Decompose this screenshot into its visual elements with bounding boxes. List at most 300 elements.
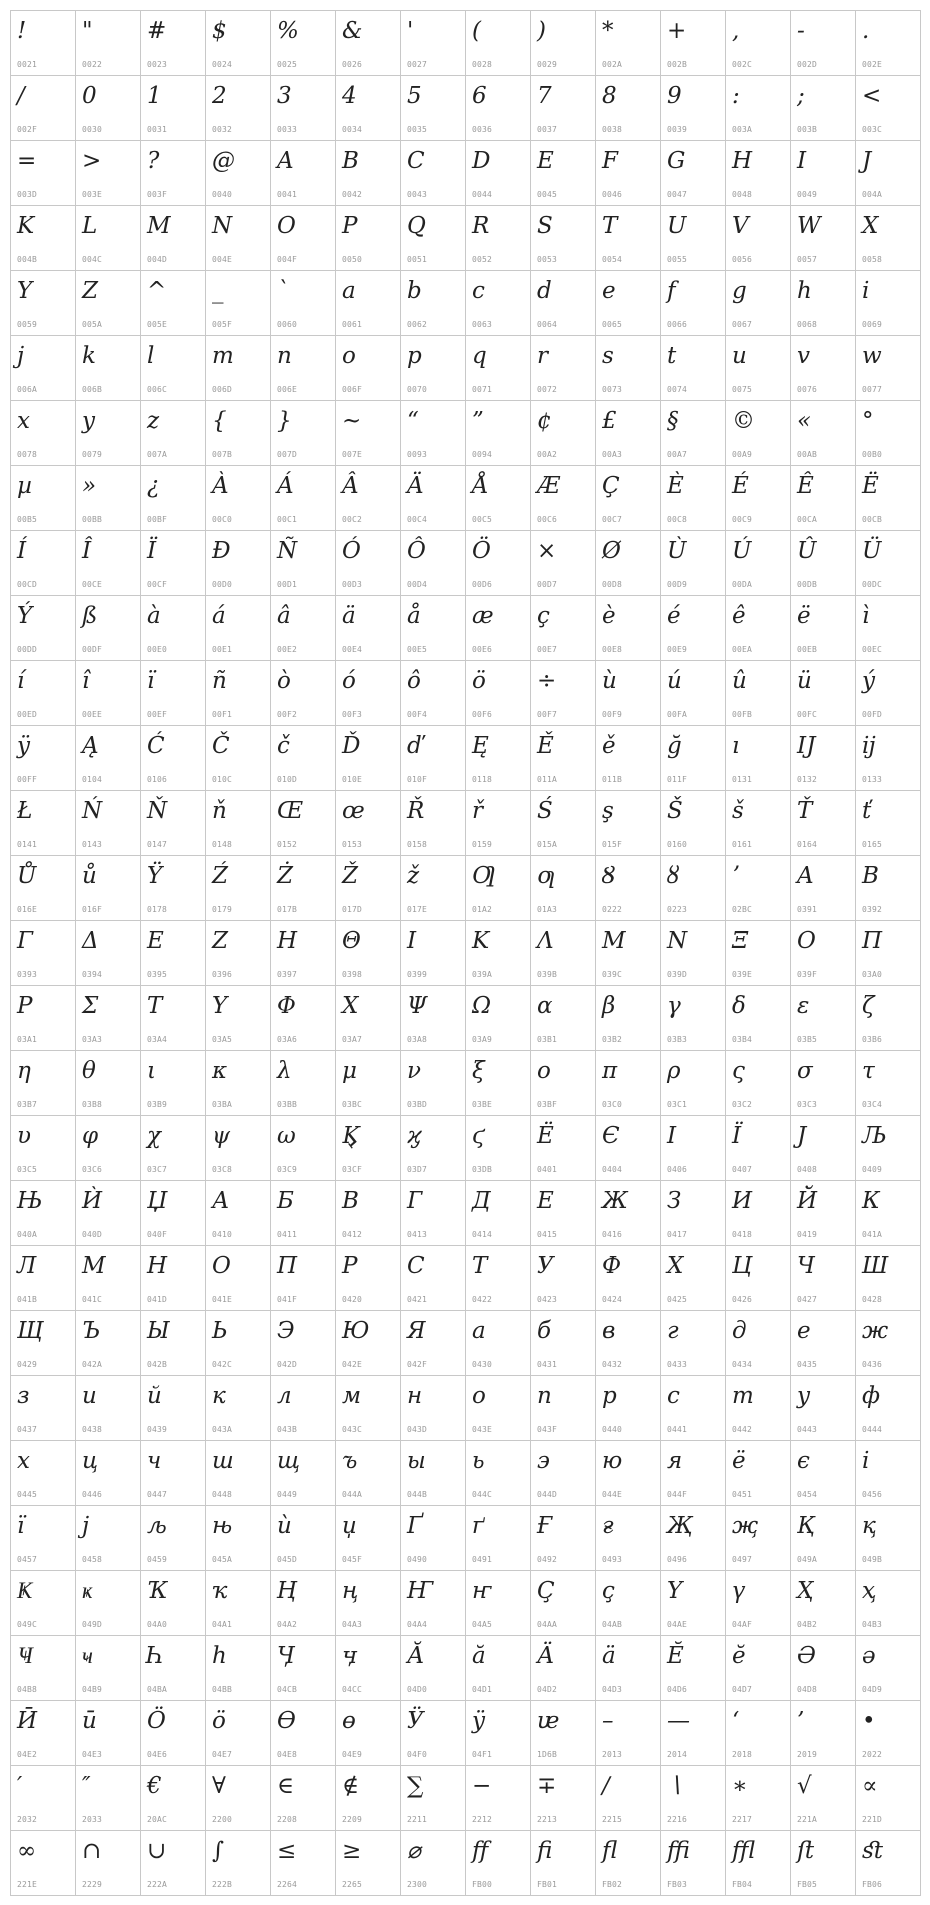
glyph-codepoint: 04E9	[342, 1750, 363, 1759]
glyph-character: ù	[602, 668, 617, 694]
glyph-character: ‘	[732, 1708, 740, 1734]
glyph-codepoint: 040A	[17, 1230, 38, 1239]
glyph-codepoint: 00ED	[17, 710, 38, 719]
glyph-codepoint: 042E	[342, 1360, 363, 1369]
glyph-codepoint: 0106	[147, 775, 168, 784]
glyph-codepoint: 0458	[82, 1555, 103, 1564]
glyph-cell	[661, 1311, 726, 1376]
glyph-codepoint: 04A2	[277, 1620, 298, 1629]
glyph-character: ∕	[602, 1773, 610, 1799]
glyph-codepoint: 04B9	[82, 1685, 103, 1694]
glyph-codepoint: 00DA	[732, 580, 753, 589]
glyph-character: Ӓ	[537, 1643, 555, 1669]
glyph-character: V	[732, 213, 749, 239]
glyph-cell	[661, 856, 726, 921]
glyph-codepoint: 0423	[537, 1295, 558, 1304]
glyph-character: У	[537, 1253, 554, 1279]
glyph-cell	[401, 466, 466, 531]
glyph-codepoint: 003D	[17, 190, 38, 199]
glyph-character: /	[17, 83, 25, 109]
glyph-character: "	[82, 18, 93, 44]
glyph-cell	[661, 1766, 726, 1831]
glyph-character: 1	[147, 83, 162, 109]
glyph-character: ι	[147, 1058, 157, 1084]
glyph-codepoint: 0392	[862, 905, 883, 914]
glyph-codepoint: 0074	[667, 385, 688, 394]
glyph-character: 3	[277, 83, 292, 109]
glyph-codepoint: 011F	[667, 775, 688, 784]
glyph-codepoint: 00E9	[667, 645, 688, 654]
glyph-codepoint: 2014	[667, 1750, 688, 1759]
glyph-cell	[791, 1766, 856, 1831]
glyph-cell	[791, 1831, 856, 1896]
glyph-character: Р	[342, 1253, 358, 1279]
glyph-codepoint: 04E7	[212, 1750, 233, 1759]
glyph-character: Π	[862, 928, 883, 954]
glyph-codepoint: 03A9	[472, 1035, 493, 1044]
glyph-codepoint: 0416	[602, 1230, 623, 1239]
glyph-codepoint: 0222	[602, 905, 623, 914]
glyph-character: ş	[602, 798, 614, 824]
glyph-character: ⌀	[407, 1838, 421, 1864]
glyph-cell	[76, 141, 141, 206]
glyph-character: Й	[797, 1188, 818, 1214]
glyph-codepoint: 0404	[602, 1165, 623, 1174]
glyph-codepoint: 04AB	[602, 1620, 623, 1629]
glyph-codepoint: 0104	[82, 775, 103, 784]
glyph-cell	[271, 206, 336, 271]
glyph-character: ů	[82, 863, 97, 889]
glyph-cell	[206, 1116, 271, 1181]
glyph-codepoint: 00C8	[667, 515, 688, 524]
glyph-cell	[596, 921, 661, 986]
glyph-character: ӑ	[472, 1643, 486, 1669]
glyph-character: k	[82, 343, 96, 369]
glyph-cell	[856, 986, 921, 1051]
glyph-cell	[726, 1181, 791, 1246]
glyph-cell	[726, 141, 791, 206]
glyph-character: »	[82, 473, 97, 499]
glyph-character: Џ	[147, 1188, 168, 1214]
glyph-codepoint: 00D6	[472, 580, 493, 589]
glyph-character: -	[797, 18, 805, 44]
glyph-character: Ғ	[537, 1513, 553, 1539]
glyph-cell	[466, 1311, 531, 1376]
glyph-character: ě	[602, 733, 616, 759]
glyph-cell	[206, 1051, 271, 1116]
glyph-cell	[206, 1181, 271, 1246]
glyph-codepoint: 0429	[17, 1360, 38, 1369]
glyph-character: Ú	[732, 538, 752, 564]
glyph-character: á	[212, 603, 226, 629]
glyph-character: .	[862, 18, 870, 44]
glyph-cell	[141, 1116, 206, 1181]
glyph-cell	[271, 1506, 336, 1571]
glyph-codepoint: 00C5	[472, 515, 493, 524]
glyph-character: l	[147, 343, 155, 369]
glyph-cell	[531, 11, 596, 76]
glyph-character: ň	[212, 798, 227, 824]
glyph-codepoint: 04B3	[862, 1620, 883, 1629]
glyph-codepoint: 2265	[342, 1880, 363, 1889]
glyph-codepoint: 0427	[797, 1295, 818, 1304]
glyph-character: з	[17, 1383, 30, 1409]
glyph-codepoint: 003F	[147, 190, 168, 199]
glyph-codepoint: 0165	[862, 840, 883, 849]
glyph-codepoint: 04D2	[537, 1685, 558, 1694]
glyph-character: Ń	[82, 798, 103, 824]
glyph-codepoint: 0418	[732, 1230, 753, 1239]
glyph-cell	[11, 661, 76, 726]
glyph-codepoint: 0093	[407, 450, 428, 459]
glyph-codepoint: 041C	[82, 1295, 103, 1304]
glyph-codepoint: 0057	[797, 255, 818, 264]
glyph-character: '	[407, 18, 414, 44]
glyph-character: Ӧ	[147, 1708, 166, 1734]
glyph-cell	[791, 531, 856, 596]
glyph-character: Ӌ	[277, 1643, 295, 1669]
glyph-codepoint: 00E6	[472, 645, 493, 654]
glyph-cell	[661, 1246, 726, 1311]
glyph-character: и	[82, 1383, 97, 1409]
glyph-codepoint: FB05	[797, 1880, 818, 1889]
glyph-cell	[271, 726, 336, 791]
glyph-cell	[726, 271, 791, 336]
glyph-codepoint: 0408	[797, 1165, 818, 1174]
glyph-codepoint: 03A6	[277, 1035, 298, 1044]
glyph-codepoint: 00A7	[667, 450, 688, 459]
glyph-character: ш	[212, 1448, 234, 1474]
glyph-codepoint: 2200	[212, 1815, 233, 1824]
glyph-codepoint: 0061	[342, 320, 363, 329]
glyph-character: џ	[342, 1513, 357, 1539]
glyph-cell	[791, 1701, 856, 1766]
glyph-character: З	[667, 1188, 682, 1214]
glyph-cell	[76, 1181, 141, 1246]
glyph-character: Х	[667, 1253, 684, 1279]
glyph-cell	[531, 206, 596, 271]
glyph-character: r	[537, 343, 548, 369]
glyph-codepoint: 0420	[342, 1295, 363, 1304]
glyph-codepoint: 0049	[797, 190, 818, 199]
glyph-character: Э	[277, 1318, 295, 1344]
glyph-cell	[271, 401, 336, 466]
glyph-character: Һ	[147, 1643, 165, 1669]
glyph-codepoint: 0439	[147, 1425, 168, 1434]
glyph-character: Θ	[342, 928, 361, 954]
glyph-character: $	[212, 18, 227, 44]
glyph-character: μ	[342, 1058, 357, 1084]
glyph-character: ∪	[147, 1838, 167, 1864]
glyph-character: н	[407, 1383, 423, 1409]
glyph-codepoint: 03BC	[342, 1100, 363, 1109]
glyph-cell	[141, 531, 206, 596]
glyph-codepoint: 03A1	[17, 1035, 38, 1044]
glyph-codepoint: 00F4	[407, 710, 428, 719]
glyph-cell	[726, 401, 791, 466]
glyph-character: Т	[472, 1253, 488, 1279]
glyph-codepoint: 049B	[862, 1555, 883, 1564]
glyph-character: ﬁ	[537, 1838, 553, 1864]
glyph-codepoint: 0443	[797, 1425, 818, 1434]
glyph-character: ϗ	[407, 1123, 422, 1149]
glyph-cell	[791, 1636, 856, 1701]
glyph-cell	[206, 1506, 271, 1571]
glyph-character: В	[342, 1188, 359, 1214]
glyph-codepoint: 2209	[342, 1815, 363, 1824]
glyph-cell	[206, 1701, 271, 1766]
glyph-codepoint: 221E	[17, 1880, 38, 1889]
glyph-character: Œ	[277, 798, 304, 824]
glyph-character: Æ	[537, 473, 561, 499]
glyph-cell	[401, 271, 466, 336]
glyph-cell	[726, 1571, 791, 1636]
glyph-cell	[791, 856, 856, 921]
glyph-character: (	[472, 18, 481, 44]
glyph-cell	[856, 1116, 921, 1181]
glyph-codepoint: 03BE	[472, 1100, 493, 1109]
glyph-character: к	[212, 1383, 226, 1409]
glyph-codepoint: 0158	[407, 840, 428, 849]
glyph-character: Ν	[667, 928, 688, 954]
glyph-character: δ	[732, 993, 746, 1019]
glyph-character: =	[17, 148, 37, 174]
glyph-cell	[531, 1311, 596, 1376]
glyph-codepoint: 00F7	[537, 710, 558, 719]
glyph-cell	[76, 856, 141, 921]
glyph-codepoint: 006D	[212, 385, 233, 394]
glyph-character: ε	[797, 993, 810, 1019]
glyph-cell	[141, 1181, 206, 1246]
glyph-codepoint: 04E3	[82, 1750, 103, 1759]
glyph-codepoint: 00D1	[277, 580, 298, 589]
glyph-cell	[791, 1506, 856, 1571]
glyph-cell	[206, 661, 271, 726]
glyph-character: ä	[342, 603, 356, 629]
glyph-codepoint: 011A	[537, 775, 558, 784]
glyph-character: ғ	[602, 1513, 614, 1539]
glyph-cell	[661, 1506, 726, 1571]
glyph-codepoint: 0035	[407, 125, 428, 134]
glyph-character: ο	[537, 1058, 551, 1084]
glyph-codepoint: 03B8	[82, 1100, 103, 1109]
glyph-character: u	[732, 343, 747, 369]
glyph-character: ≥	[342, 1838, 362, 1864]
glyph-codepoint: 0451	[732, 1490, 753, 1499]
glyph-cell	[271, 11, 336, 76]
glyph-codepoint: 0046	[602, 190, 623, 199]
glyph-cell	[401, 856, 466, 921]
glyph-character: Ҳ	[797, 1578, 814, 1604]
glyph-cell	[726, 1051, 791, 1116]
glyph-codepoint: 00EE	[82, 710, 103, 719]
glyph-cell	[76, 401, 141, 466]
glyph-cell	[596, 336, 661, 401]
glyph-codepoint: 20AC	[147, 1815, 168, 1824]
glyph-character: Ы	[147, 1318, 170, 1344]
glyph-cell	[596, 1181, 661, 1246]
glyph-cell	[336, 1571, 401, 1636]
glyph-codepoint: 0024	[212, 60, 233, 69]
glyph-codepoint: 0407	[732, 1165, 753, 1174]
glyph-cell	[531, 336, 596, 401]
glyph-codepoint: 2217	[732, 1815, 753, 1824]
glyph-codepoint: 042D	[277, 1360, 298, 1369]
glyph-codepoint: 2032	[17, 1815, 38, 1824]
glyph-cell	[401, 1766, 466, 1831]
glyph-cell	[11, 1506, 76, 1571]
glyph-cell	[76, 1441, 141, 1506]
glyph-codepoint: 044E	[602, 1490, 623, 1499]
glyph-codepoint: 2019	[797, 1750, 818, 1759]
glyph-character: U	[667, 213, 687, 239]
glyph-codepoint: 0164	[797, 840, 818, 849]
glyph-cell	[791, 596, 856, 661]
glyph-cell	[791, 1181, 856, 1246]
glyph-codepoint: 0428	[862, 1295, 883, 1304]
glyph-codepoint: 00DD	[17, 645, 38, 654]
glyph-cell	[141, 271, 206, 336]
glyph-codepoint: 00E5	[407, 645, 428, 654]
glyph-character: И	[732, 1188, 753, 1214]
glyph-cell	[11, 791, 76, 856]
glyph-codepoint: 03BA	[212, 1100, 233, 1109]
glyph-cell	[596, 1376, 661, 1441]
glyph-cell	[11, 1636, 76, 1701]
glyph-cell	[206, 856, 271, 921]
glyph-character: I	[797, 148, 807, 174]
glyph-cell	[141, 206, 206, 271]
glyph-cell	[271, 76, 336, 141]
glyph-cell	[661, 791, 726, 856]
glyph-cell	[596, 726, 661, 791]
glyph-codepoint: 0039	[667, 125, 688, 134]
glyph-cell	[271, 1051, 336, 1116]
glyph-codepoint: 0043	[407, 190, 428, 199]
glyph-codepoint: 0054	[602, 255, 623, 264]
glyph-codepoint: 041E	[212, 1295, 233, 1304]
glyph-character: B	[342, 148, 359, 174]
glyph-codepoint: 2013	[602, 1750, 623, 1759]
glyph-codepoint: 0040	[212, 190, 233, 199]
glyph-character: «	[797, 408, 812, 434]
glyph-character: љ	[147, 1513, 167, 1539]
glyph-codepoint: 0077	[862, 385, 883, 394]
glyph-character: м	[342, 1383, 362, 1409]
glyph-character: ť	[862, 798, 872, 824]
glyph-cell	[76, 1831, 141, 1896]
glyph-codepoint: 005F	[212, 320, 233, 329]
glyph-character: •	[862, 1708, 876, 1734]
glyph-character: À	[212, 473, 229, 499]
glyph-character: Б	[277, 1188, 294, 1214]
glyph-character: Ӗ	[667, 1643, 684, 1669]
glyph-cell	[336, 1831, 401, 1896]
glyph-character: ï	[147, 668, 155, 694]
glyph-character: Ц	[732, 1253, 753, 1279]
glyph-cell	[856, 856, 921, 921]
glyph-character: Σ	[82, 993, 99, 1019]
glyph-character: Χ	[342, 993, 359, 1019]
glyph-cell	[401, 1051, 466, 1116]
glyph-codepoint: 0143	[82, 840, 103, 849]
glyph-codepoint: 00E8	[602, 645, 623, 654]
glyph-codepoint: 03B7	[17, 1100, 38, 1109]
glyph-cell	[791, 1116, 856, 1181]
glyph-codepoint: 04F1	[472, 1750, 493, 1759]
glyph-codepoint: 0490	[407, 1555, 428, 1564]
glyph-cell	[206, 986, 271, 1051]
glyph-codepoint: 00CA	[797, 515, 818, 524]
glyph-character: ú	[667, 668, 682, 694]
glyph-character: E	[537, 148, 554, 174]
glyph-cell	[531, 1116, 596, 1181]
glyph-codepoint: 00AB	[797, 450, 818, 459]
glyph-character: č	[277, 733, 290, 759]
glyph-character: β	[602, 993, 616, 1019]
glyph-character: ӧ	[212, 1708, 226, 1734]
glyph-character: ц	[82, 1448, 99, 1474]
glyph-cell	[661, 401, 726, 466]
glyph-character: б	[537, 1318, 552, 1344]
glyph-cell	[76, 76, 141, 141]
glyph-character: ı	[732, 733, 740, 759]
glyph-codepoint: 0066	[667, 320, 688, 329]
glyph-codepoint: FB00	[472, 1880, 493, 1889]
glyph-cell	[791, 1246, 856, 1311]
glyph-cell	[401, 1376, 466, 1441]
glyph-codepoint: 03C1	[667, 1100, 688, 1109]
glyph-codepoint: 0042	[342, 190, 363, 199]
glyph-character: ?	[147, 148, 160, 174]
glyph-cell	[791, 11, 856, 76]
glyph-cell	[76, 1376, 141, 1441]
glyph-codepoint: 03B2	[602, 1035, 623, 1044]
glyph-character: *	[602, 18, 614, 44]
glyph-cell	[466, 661, 531, 726]
glyph-cell	[531, 986, 596, 1051]
glyph-cell	[336, 791, 401, 856]
glyph-character: ᵫ	[537, 1708, 560, 1734]
glyph-cell	[791, 1051, 856, 1116]
glyph-cell	[791, 466, 856, 531]
glyph-codepoint: 00C6	[537, 515, 558, 524]
glyph-cell	[206, 1246, 271, 1311]
glyph-character: Ü	[862, 538, 882, 564]
glyph-character: х	[17, 1448, 30, 1474]
glyph-cell	[726, 531, 791, 596]
glyph-cell	[856, 1311, 921, 1376]
glyph-codepoint: 006A	[17, 385, 38, 394]
glyph-codepoint: 003A	[732, 125, 753, 134]
glyph-codepoint: 03B1	[537, 1035, 558, 1044]
glyph-character: π	[602, 1058, 618, 1084]
glyph-cell	[401, 206, 466, 271]
glyph-character: b	[407, 278, 422, 304]
glyph-codepoint: 042A	[82, 1360, 103, 1369]
glyph-character: !	[17, 18, 27, 44]
glyph-codepoint: 04D1	[472, 1685, 493, 1694]
glyph-codepoint: 0448	[212, 1490, 233, 1499]
glyph-codepoint: 2216	[667, 1815, 688, 1824]
glyph-cell	[856, 596, 921, 661]
glyph-character: ý	[862, 668, 875, 694]
glyph-codepoint: 0052	[472, 255, 493, 264]
glyph-codepoint: 0179	[212, 905, 233, 914]
glyph-cell	[76, 531, 141, 596]
glyph-character: ы	[407, 1448, 426, 1474]
glyph-cell	[76, 921, 141, 986]
